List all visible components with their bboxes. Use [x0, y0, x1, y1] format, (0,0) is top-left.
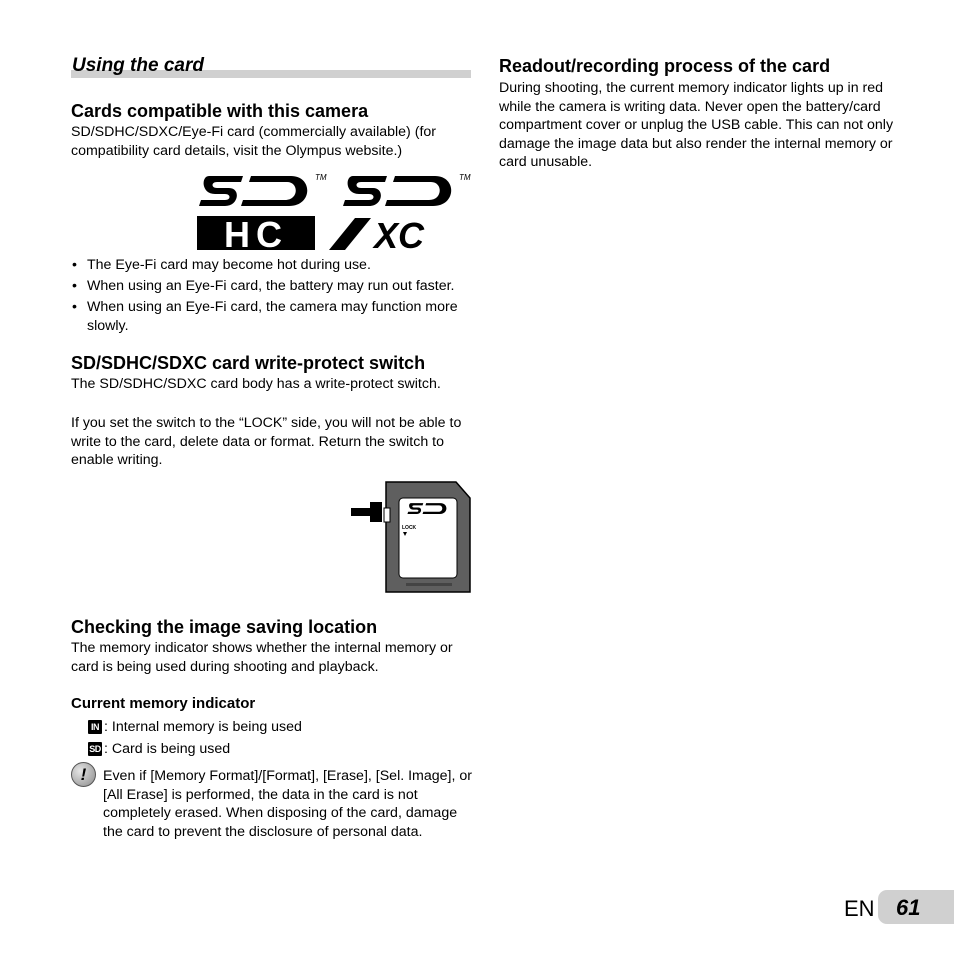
- indicator-internal-text: : Internal memory is being used: [104, 719, 302, 735]
- page-number: 61: [896, 895, 921, 920]
- indicator-internal: [88, 718, 302, 736]
- caution-icon: !: [71, 762, 96, 787]
- sd-card-diagram: [348, 480, 473, 596]
- sd-mark-left: [199, 176, 307, 206]
- readout-body: During shooting, the current memory indicator lights up in red while the camera is writing data. Never open the battery/card compartment cover or unplug the USB cable. This can not only damage the image data but also render the internal memory or card unusable.: [499, 80, 894, 170]
- list-item: • When using an Eye-Fi card, the camera may function more slowly.: [71, 298, 476, 335]
- sd-card-graphic: [348, 480, 473, 596]
- compatible-heading: Cards compatible with this camera: [71, 101, 369, 121]
- readout-heading: Readout/recording process of the card: [499, 56, 831, 76]
- section-title-text: Using the card: [72, 55, 204, 76]
- caution-note: Even if [Memory Format]/[Format], [Erase], [Sel. Image], or [All Erase] is performed, the data in the card is not completely erased. When disposing of the card, damage the card to prevent the disclosure of personal data.: [103, 768, 472, 840]
- language-label: EN: [844, 896, 875, 921]
- indicator-card-text: : Card is being used: [104, 741, 231, 757]
- eyefi-bullet-list: [71, 256, 476, 338]
- memory-indicator-subheading: Current memory indicator: [71, 695, 256, 712]
- sd-card-icon: SD: [89, 744, 101, 754]
- saving-location-heading: Checking the image saving location: [71, 617, 378, 637]
- sd-mark-right: [343, 176, 451, 206]
- sd-card-label: [399, 498, 457, 578]
- arrow-right-icon: [351, 502, 382, 522]
- write-protect-body-2: If you set the switch to the “LOCK” side, you will not be able to write to the card, delete data or format. Return the switch to enable writing.: [71, 415, 462, 468]
- tm-left: TM: [315, 173, 327, 182]
- indicator-card: [88, 740, 230, 758]
- saving-location-body: The memory indicator shows whether the internal memory or card is being used during shooting and playback.: [71, 640, 453, 675]
- sdhc-sdxc-logo-graphic: [195, 170, 475, 252]
- list-item: • The Eye-Fi card may become hot during use.: [71, 256, 476, 275]
- write-protect-heading: SD/SDHC/SDXC card write-protect switch: [71, 353, 426, 373]
- internal-memory-icon: IN: [88, 720, 102, 734]
- sdxc-text: XC: [373, 215, 425, 252]
- sdhc-text: HC: [224, 214, 288, 252]
- write-protect-body-1: The SD/SDHC/SDXC card body has a write-protect switch.: [71, 376, 441, 392]
- section-title: [71, 55, 471, 79]
- lock-label: LOCK: [402, 525, 417, 531]
- sd-logos: [195, 170, 475, 252]
- compatible-body: SD/SDHC/SDXC/Eye-Fi card (commercially available) (for compatibility card details, visit the Olympus website.): [71, 124, 437, 159]
- tm-right: TM: [459, 173, 471, 182]
- list-item: • When using an Eye-Fi card, the battery may run out faster.: [71, 277, 476, 296]
